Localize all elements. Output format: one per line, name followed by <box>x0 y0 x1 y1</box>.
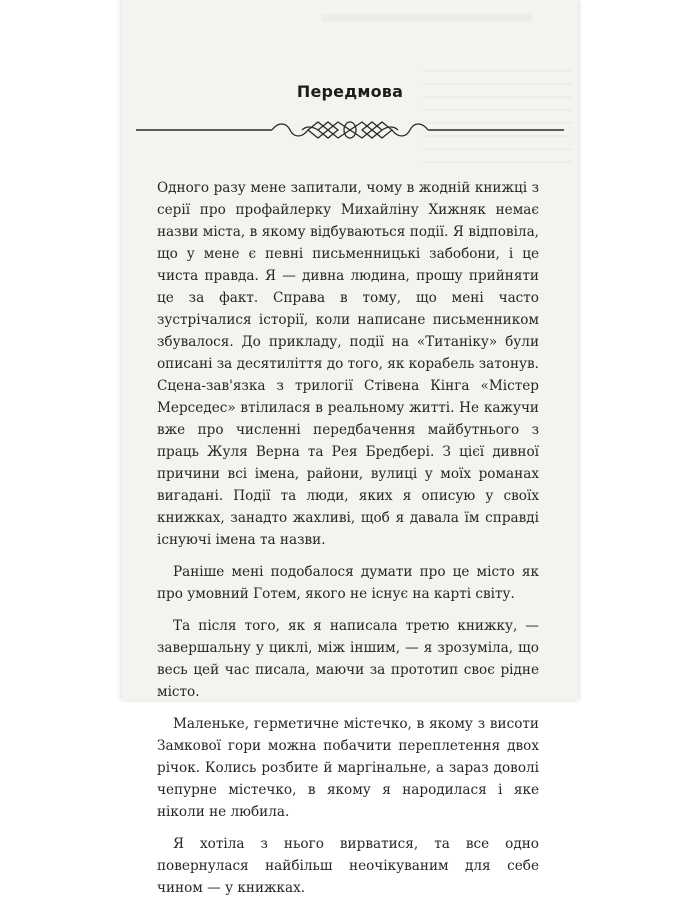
book-page <box>122 0 578 896</box>
body-text <box>157 177 539 909</box>
paragraph: Раніше мені подобалося думати про це місто як про умовний Готем, якого не існує на карті світу. <box>157 564 539 602</box>
decorative-knot-divider-icon <box>122 116 578 144</box>
paragraph: Маленьке, герметичне містечко, в якому з висоти Замкової гори можна побачити переплетення двох річок. Колись розбите й маргінальне, а зараз доволі чепурне містечко, в якому я народилася і яке ніколи не любила. <box>157 716 539 820</box>
paragraph: Я хотіла з нього вирватися, та все одно повернулася найбільш неочікуваним для себе чином — у книжках. <box>157 836 539 896</box>
paragraph: Та після того, як я написала третю книжку, — завершальну у циклі, між іншим, — я зрозуміла, що весь цей час писала, маючи за прототип своє рідне місто. <box>157 618 539 700</box>
paragraph: Одного разу мене запитали, чому в жодній книжці з серії про профайлерку Михайліну Хижняк немає назви міста, в якому відбуваються події. Я відповіла, що у мене є певні письменницькі забобони, і це чиста правда. Я — дивна людина, прошу прийняти це за факт. Справа в тому, що мені часто зустрічалися історії, коли написане письменником збувалося. До прикладу, події на «Титаніку» були описані за десятиліття до того, як корабель затонув. Сцена-зав'язка з трилогії Стівена Кінга «Містер Мерседес» втілилася в реальному житті. Не кажучи вже про численні передбачення майбутнього з праць Жуля Верна та Рея Бредбері. З цієї дивної причини всі імена, райони, вулиці у моїх романах вигадані. Події та люди, яких я описую у своїх книжках, занадто жахливі, щоб я давала їм справді існуючі імена та назви. <box>157 180 539 548</box>
page-title: Передмова <box>296 82 404 101</box>
show-through-top <box>322 14 532 22</box>
